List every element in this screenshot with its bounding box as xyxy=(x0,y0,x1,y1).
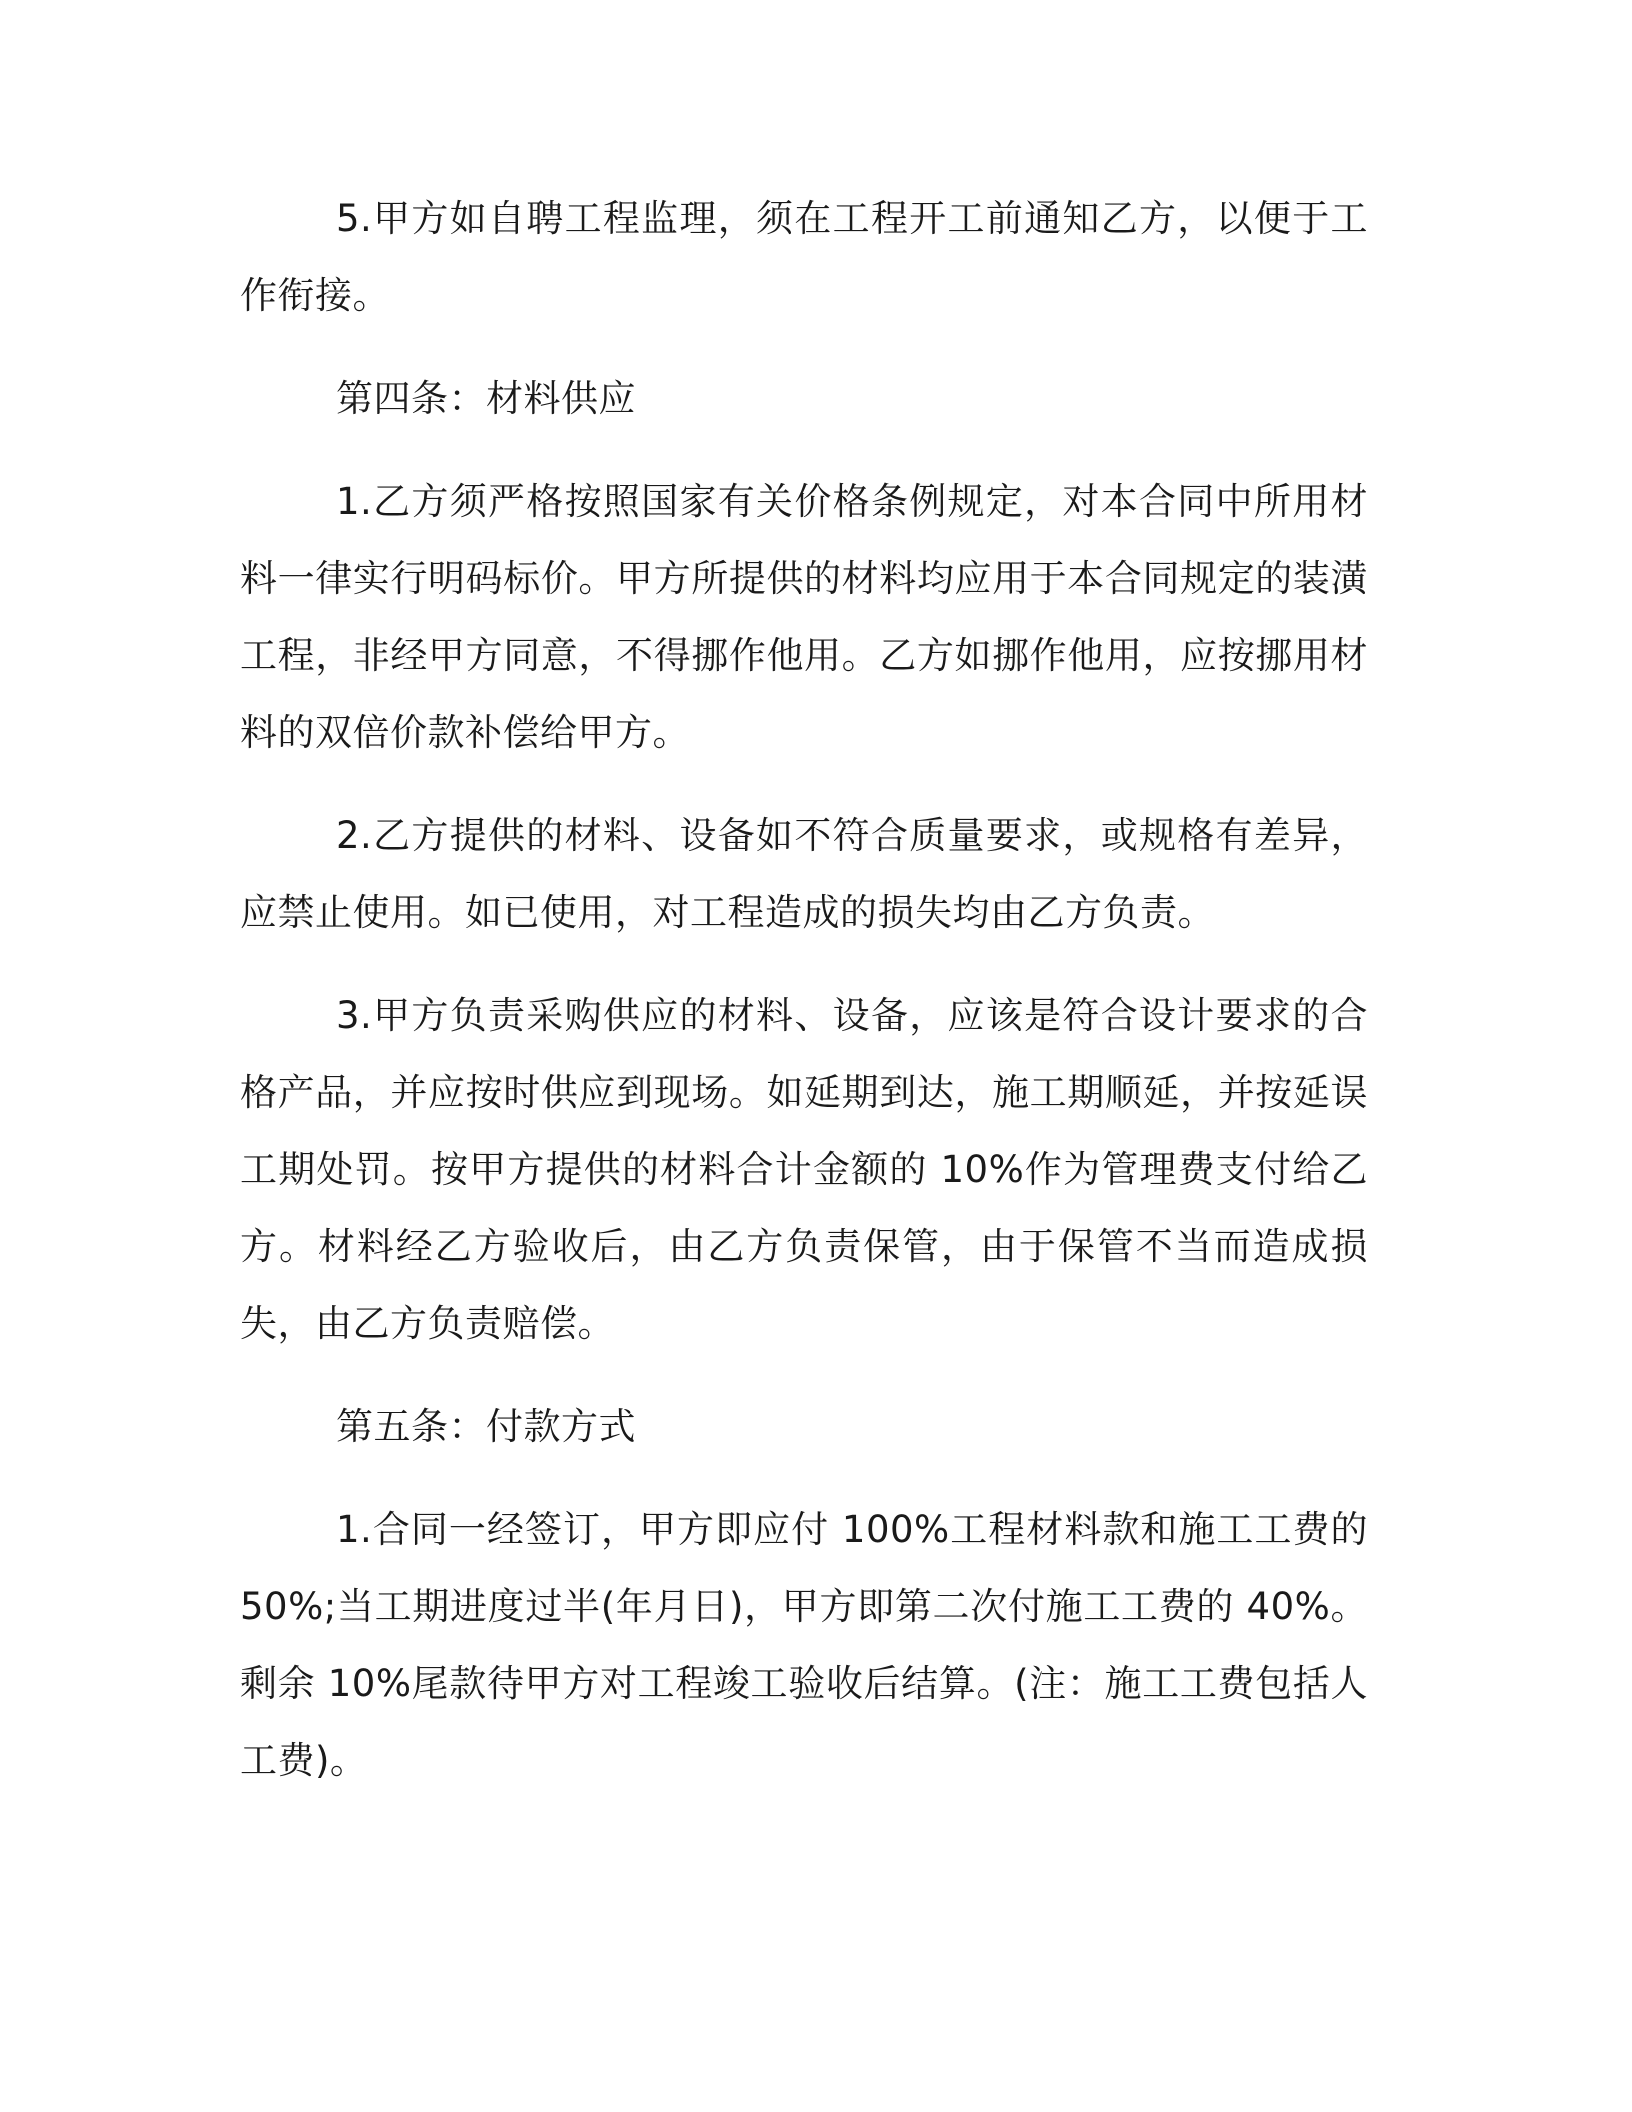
paragraph-gap xyxy=(240,1362,1368,1388)
paragraph-article-4-item-2: 2.乙方提供的材料、设备如不符合质量要求，或规格有差异，应禁止使用。如已使用，对工程造成的损失均由乙方负责。 xyxy=(240,814,1368,934)
paragraph-gap xyxy=(240,334,1368,360)
paragraph-article-5-item-1: 1.合同一经签订，甲方即应付 100%工程材料款和施工工费的50%;当工期进度过半(年月日)，甲方即第二次付施工工费的 40%。剩余 10%尾款待甲方对工程竣工验收后结算。(注：施工工费包括人工费)。 xyxy=(240,1508,1368,1782)
paragraph-gap xyxy=(240,1465,1368,1491)
section-heading-article-4: 第四条：材料供应 xyxy=(336,377,636,420)
paragraph-gap xyxy=(240,771,1368,797)
paragraph-clause-3-item-5: 5.甲方如自聘工程监理，须在工程开工前通知乙方，以便于工作衔接。 xyxy=(240,197,1368,317)
paragraph-article-4-item-1: 1.乙方须严格按照国家有关价格条例规定，对本合同中所用材料一律实行明码标价。甲方所提供的材料均应用于本合同规定的装潢工程，非经甲方同意，不得挪作他用。乙方如挪作他用，应按挪用材料的双倍价款补偿给甲方。 xyxy=(240,480,1368,754)
paragraph-gap xyxy=(240,951,1368,977)
document-page xyxy=(240,180,1368,1799)
section-heading-article-5: 第五条：付款方式 xyxy=(336,1405,636,1448)
paragraph-article-4-item-3: 3.甲方负责采购供应的材料、设备，应该是符合设计要求的合格产品，并应按时供应到现场。如延期到达，施工期顺延，并按延误工期处罚。按甲方提供的材料合计金额的 10%作为管理费支付给乙方。材料经乙方验收后，由乙方负责保管，由于保管不当而造成损失，由乙方负责赔偿。 xyxy=(240,994,1368,1345)
paragraph-gap xyxy=(240,437,1368,463)
